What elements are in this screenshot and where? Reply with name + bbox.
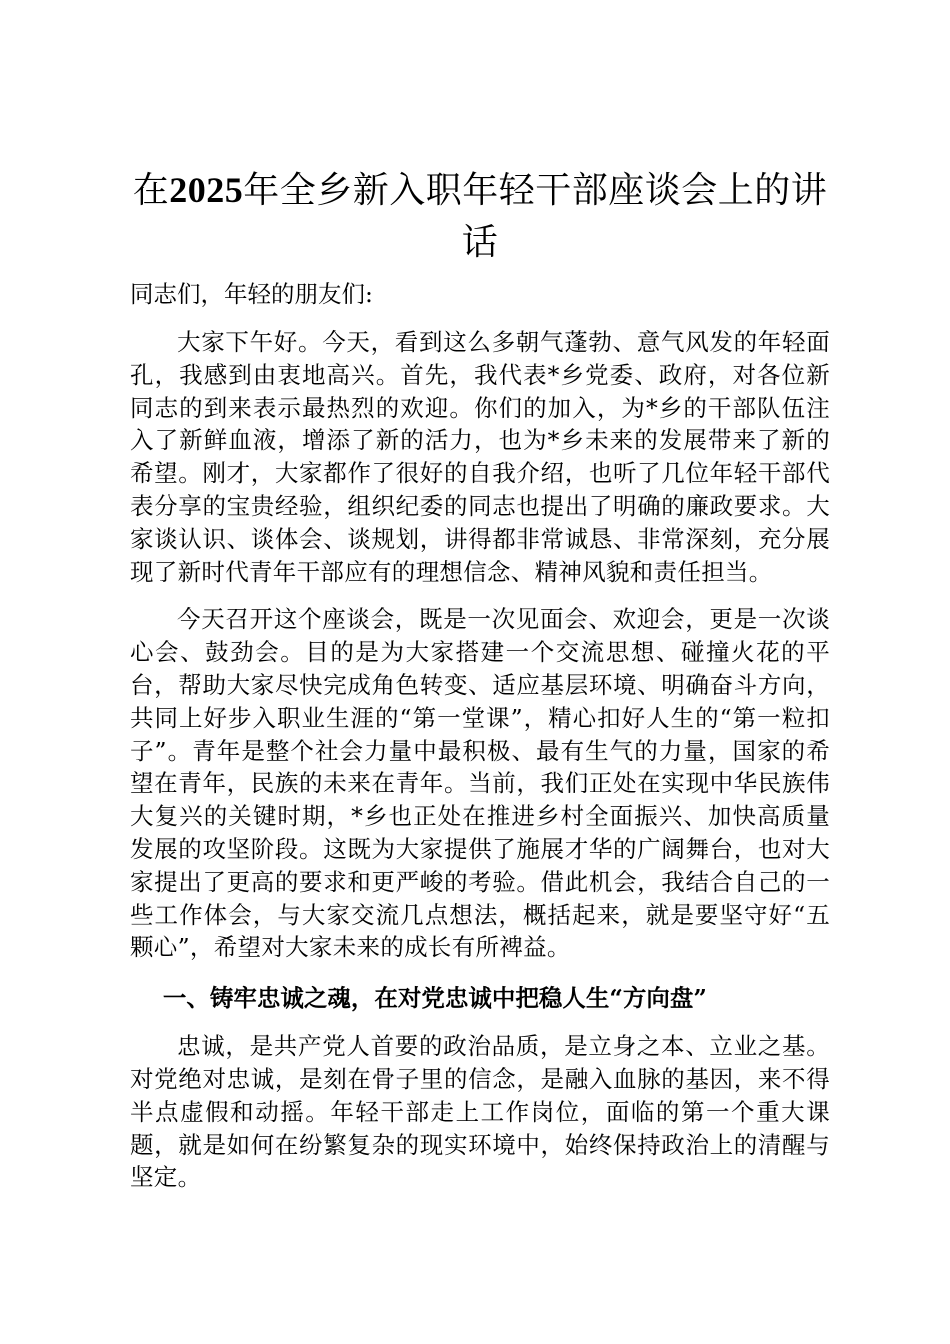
title-suffix: 年全乡新入职年轻干部座谈会上的讲话 [243,170,828,263]
section-paragraph: 忠诚，是共产党人首要的政治品质，是立身之本、立业之基。对党绝对忠诚，是刻在骨子里的信念，是融入血脉的基因，来不得半点虚假和动摇。年轻干部走上工作岗位，面临的第一个重大课题，就是如何在纷繁复杂的现实环境中，始终保持政治上的清醒与坚定。 [130,1032,830,1192]
document-title [130,164,830,269]
salutation: 同志们，年轻的朋友们: [130,280,373,308]
paragraph-purpose: 今天召开这个座谈会，既是一次见面会、欢迎会，更是一次谈心会、鼓劲会。目的是为大家搭建一个交流思想、碰撞火花的平台，帮助大家尽快完成角色转变、适应基层环境、明确奋斗方向，共同上好步入职业生涯的“第一堂课”，精心扣好人生的“第一粒扣子”。青年是整个社会力量中最积极、最有生气的力量，国家的希望在青年，民族的未来在青年。当前，我们正处在实现中华民族伟大复兴的关键时期，*乡也正处在推进乡村全面振兴、加快高质量发展的攻坚阶段。这既为大家提供了施展才华的广阔舞台，也对大家提出了更高的要求和更严峻的考验。借此机会，我结合自己的一些工作体会，与大家交流几点想法，概括起来，就是要坚守好“五颗心”，希望对大家未来的成长有所裨益。 [130,605,830,962]
section-heading: 一、铸牢忠诚之魂，在对党忠诚中把稳人生“方向盘” [162,984,707,1013]
paragraph-opening: 大家下午好。今天，看到这么多朝气蓬勃、意气风发的年轻面孔，我感到由衷地高兴。首先，我代表*乡党委、政府，对各位新同志的到来表示最热烈的欢迎。你们的加入，为*乡的干部队伍注入了新鲜血液，增添了新的活力，也为*乡未来的发展带来了新的希望。刚才，大家都作了很好的自我介绍，也听了几位年轻干部代表分享的宝贵经验，组织纪委的同志也提出了明确的廉政要求。大家谈认识、谈体会、谈规划，讲得都非常诚恳、非常深刻，充分展现了新时代青年干部应有的理想信念、精神风貌和责任担当。 [130,328,830,586]
title-year: 2025 [169,170,244,210]
title-prefix: 在 [132,170,170,211]
document-body [130,278,830,1209]
